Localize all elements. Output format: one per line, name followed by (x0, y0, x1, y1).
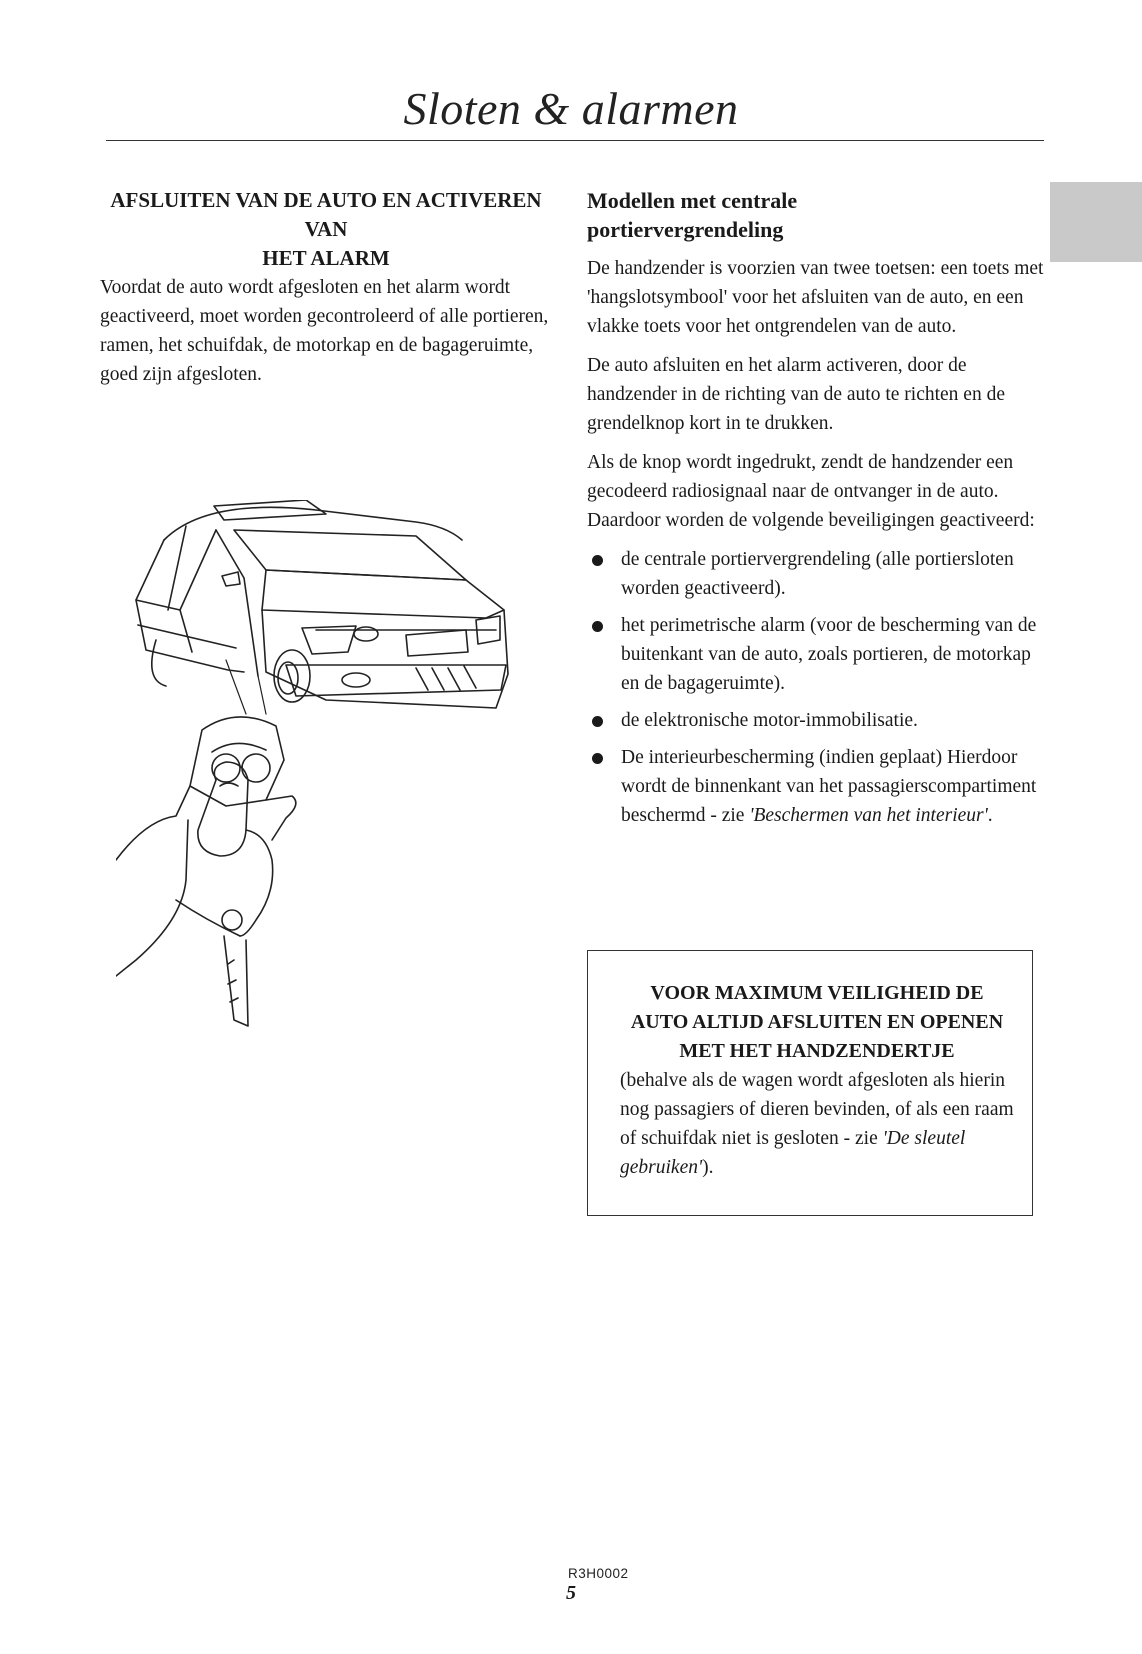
warning-heading-line-3: MET HET HANDZENDERTJE (679, 1040, 955, 1062)
cross-reference-link[interactable]: 'Beschermen van het interieur' (749, 805, 988, 826)
subsection-heading-line-2: portiervergrendeling (587, 217, 784, 242)
list-item (587, 611, 1047, 698)
left-column (100, 186, 552, 389)
subsection-heading-line-1: Modellen met centrale (587, 188, 798, 213)
paragraph-lock-instructions: De auto afsluiten en het alarm activeren, door de handzender in de richting van de auto te richten en de grendelknop kort in te drukken. (587, 355, 1005, 434)
section-heading-line-3: HET ALARM (262, 246, 390, 270)
paragraph-remote-buttons: De handzender is voorzien van twee toetsen: een toets met 'hangslotsymbool' voor het afsluiten van de auto, en een vlakke toets voor het ontgrendelen van de auto. (587, 258, 1044, 337)
page-title: Sloten & alarmen (403, 83, 739, 134)
bullet-icon (592, 716, 603, 727)
warning-body-text: (behalve als de wagen wordt afgesloten als hierin nog passagiers of dieren bevinden, of als een raam of schuifdak niet is gesloten - zie (620, 1070, 1014, 1149)
subsection-heading (587, 186, 1047, 244)
section-tab (1050, 182, 1142, 262)
right-column (587, 186, 1047, 838)
list-item (587, 743, 1047, 830)
warning-box (587, 950, 1033, 1216)
section-heading-line-1: AFSLUITEN VAN DE AUTO EN ACTIVEREN (110, 188, 542, 212)
page-number: 5 (566, 1582, 576, 1604)
list-item-text: De interieurbescherming (indien geplaat) Hierdoor wordt de binnenkant van het passagierscompartiment beschermd - zie (621, 747, 1037, 826)
cross-reference-link[interactable]: 'De sleutel gebruiken' (620, 1128, 966, 1178)
section-heading (100, 186, 552, 273)
list-item-text: het perimetrische alarm (voor de bescherming van de buitenkant van de auto, zoals portieren, de motorkap en de bagageruimte). (621, 615, 1037, 694)
warning-body-suffix: ). (702, 1157, 714, 1178)
warning-heading (620, 979, 1014, 1066)
section-heading-line-2: VAN (304, 217, 348, 241)
figure-code: R3H0002 (568, 1566, 629, 1581)
bullet-icon (592, 621, 603, 632)
warning-body (620, 1066, 1014, 1182)
warning-heading-line-2: AUTO ALTIJD AFSLUITEN EN OPENEN (630, 1011, 1004, 1033)
list-item-text: de centrale portiervergrendeling (alle portiersloten worden geactiveerd). (621, 549, 1014, 599)
bullet-icon (592, 555, 603, 566)
list-item (587, 706, 1047, 735)
intro-paragraph: Voordat de auto wordt afgesloten en het alarm wordt geactiveerd, moet worden gecontroleerd of alle portieren, ramen, het schuifdak, de motorkap en de bagageruimte, goed zijn afgesloten. (100, 277, 549, 385)
paragraph-radio-signal: Als de knop wordt ingedrukt, zendt de handzender een gecodeerd radiosignaal naar de ontvanger in de auto. Daardoor worden de volgende beveiligingen geactiveerd: (587, 452, 1035, 531)
remote-key-icon (116, 717, 296, 1026)
car-icon (136, 500, 508, 708)
security-list (587, 545, 1047, 830)
bullet-icon (592, 753, 603, 764)
list-item-suffix: . (987, 805, 993, 826)
warning-heading-line-1: VOOR MAXIMUM VEILIGHEID DE (650, 982, 984, 1004)
header-rule (106, 140, 1044, 141)
list-item (587, 545, 1047, 603)
list-item-text: de elektronische motor-immobilisatie. (621, 710, 918, 731)
car-remote-illustration (116, 500, 629, 1581)
